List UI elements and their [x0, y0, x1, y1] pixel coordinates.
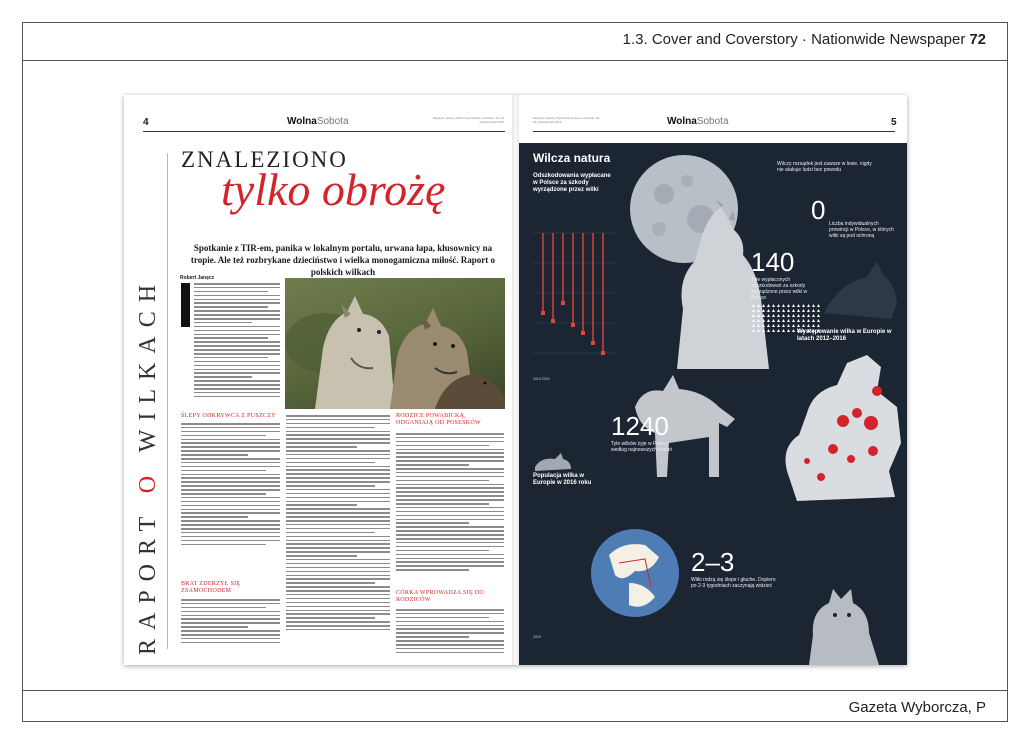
vertical-title-part2: WILKACH: [135, 275, 161, 467]
chart-heading: Odszkodowania wypłacane w Polsce za szkody wyrządzone przez wilki: [533, 173, 611, 193]
spread-gutter: [512, 95, 519, 665]
stat-140: 140: [751, 247, 795, 277]
slide-credit: Gazeta Wyborcza, P: [848, 699, 986, 716]
subhead-1: ŚLEPY ODKRYWCA Z PUSZCZY: [181, 413, 276, 419]
stat-1240-text: Tyle wilków żyje w Polsce według najnowszych badań: [611, 441, 673, 453]
masthead-light: Sobota: [316, 116, 349, 127]
wolf-count-heading: Populacja wilka w Europie w 2016 roku: [533, 473, 592, 486]
text-column-2: [286, 415, 390, 633]
subhead-2: BRAT ZDERZYŁ SIĘ ZSAMOCHODEM: [181, 581, 241, 594]
text-column-1c: [181, 599, 280, 646]
right-masthead-bold: Wolna: [667, 116, 697, 127]
wolf-silhouette-icon: [819, 253, 899, 323]
chart-icon: [533, 193, 615, 373]
europe-map-icon: [777, 351, 905, 501]
lead-paragraph: Spotkanie z TIR-em, panika w lokalnym portalu, urwana łapa, kłusownicy na tropie. Ale też rozbrykane dzieciństwo i wielka monogamiczna miłość. Raport o polskich wilkach: [190, 243, 496, 277]
wolf-pup-icon: [789, 581, 899, 665]
newspaper-spread: [124, 95, 907, 665]
wolves-photo-icon: [285, 278, 505, 409]
text-column-3a: [396, 433, 504, 573]
infographic-quote: Wilczy rozsądek jest zawsze w lesie, nigdy nie atakuje ludzi bez powodu: [777, 161, 872, 173]
globe-map-icon: [589, 527, 681, 619]
stat-2-3-text: Wilki rodzą się ślepe i głuche. Dopiero po 2-3 tygodniach zaczynają widzieć: [691, 577, 776, 589]
stat-1240: 1240: [611, 411, 669, 441]
slide-header: [623, 31, 986, 48]
footer-divider: [22, 690, 1008, 691]
header-divider: [22, 60, 1008, 61]
right-masthead-light: Sobota: [696, 116, 729, 127]
drop-cap: [181, 283, 190, 327]
year-2010: 2010: [533, 377, 541, 381]
right-page: [519, 95, 907, 665]
left-masthead: [287, 116, 349, 127]
top-rule: [143, 131, 505, 132]
chart-years: [533, 377, 613, 382]
small-wolf-icon: [533, 453, 573, 473]
vertical-title-part1: RAPORT: [135, 492, 161, 655]
infographic: [519, 143, 907, 665]
text-column-1a: [194, 283, 280, 400]
stat-140-text: Tyle wypłaconych odszkodowań za szkody wyrządzone przez wilki w Polsce: [751, 277, 808, 301]
footnote-year: 2015: [533, 635, 541, 639]
left-page-number: 4: [143, 117, 149, 128]
right-top-rule: [533, 131, 895, 132]
text-column-1b: [181, 423, 280, 548]
infographic-title: Wilcza natura: [533, 151, 611, 165]
subhead-3: RODZICE POWABICKĄ, ODGANIAJĄ OD POSESKÓW: [396, 413, 481, 426]
vertical-rule: [167, 153, 168, 649]
headline-main: tylko obrożę: [221, 164, 446, 215]
author-byline: Robert Janęcz: [180, 275, 215, 281]
left-page: [124, 95, 512, 665]
section-title: 1.3. Cover and Coverstory · Nationwide Newspaper: [622, 31, 966, 48]
wolves-photo: [285, 278, 505, 409]
slide-page-number: 72: [969, 31, 986, 48]
footnote-block: [533, 635, 593, 640]
vertical-section-title: [135, 263, 165, 665]
europe-map-heading: Występowanie wilka w Europie w latach 2012–2016: [797, 329, 892, 342]
vertical-title-highlight: O: [135, 466, 161, 493]
stat-2-3: 2–3: [691, 547, 735, 577]
right-page-number: 5: [891, 117, 897, 128]
year-2016: 2016: [541, 377, 550, 381]
stat-zero-text: Liczba indywidualnych prowincji w Polsce, w których wilki są pod ochroną: [829, 221, 894, 239]
masthead-bold: Wolna: [287, 116, 317, 127]
headline-top: ZNALEZIONO: [181, 147, 348, 172]
date-line: Magazyn Gazety Wyborczej Sobota–niedziela, 22–23 października 2016: [432, 116, 504, 124]
right-date-line: Magazyn Gazety Wyborczej Sobota–niedziela, 22–23 października 2016: [533, 116, 601, 124]
right-masthead: [667, 116, 729, 127]
text-column-3b: [396, 609, 504, 656]
subhead-4: CÓRKA WPROWADZA SIĘ DO RODZICÓW: [396, 590, 484, 603]
stat-zero: 0: [811, 195, 826, 225]
